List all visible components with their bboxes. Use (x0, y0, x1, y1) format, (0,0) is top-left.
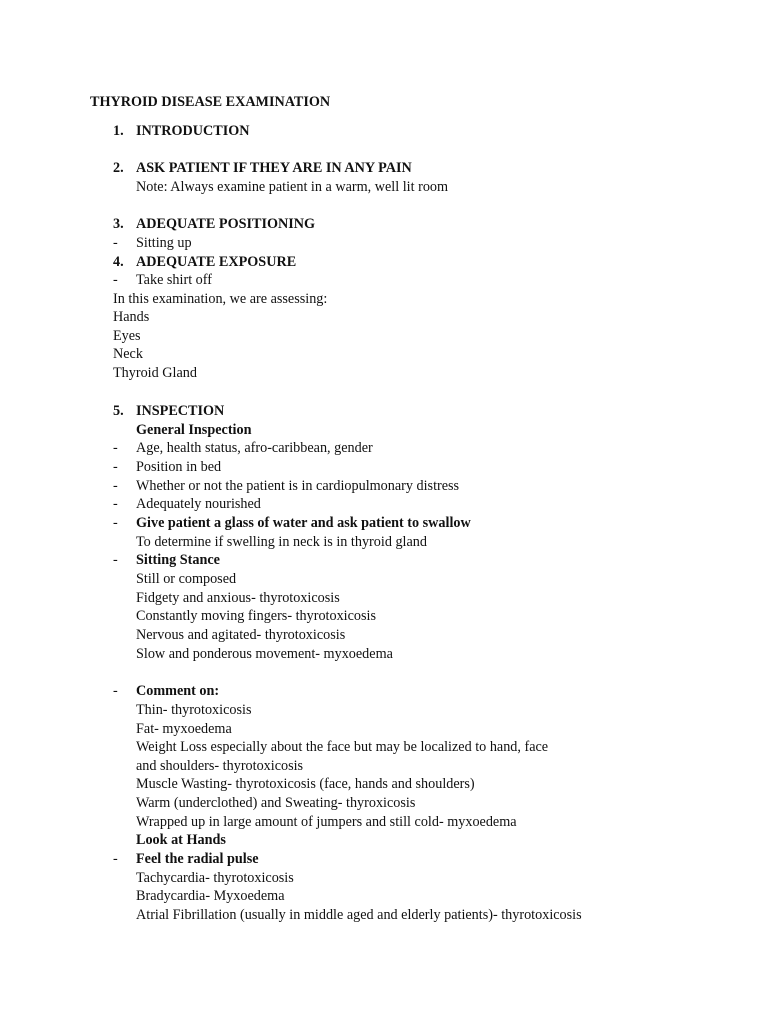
line-text: Age, health status, afro-caribbean, gender (136, 440, 373, 456)
line-text: To determine if swelling in neck is in thyroid gland (136, 534, 427, 550)
line-text: Constantly moving fingers- thyrotoxicosis (136, 608, 376, 624)
line-text: Atrial Fibrillation (usually in middle aged and elderly patients)- thyrotoxicosis (136, 907, 582, 923)
dash-marker: - (113, 235, 118, 251)
dash-marker: - (113, 683, 118, 699)
section-number: 3. (113, 216, 124, 232)
section-title: ADEQUATE POSITIONING (136, 216, 316, 232)
line-text: Weight Loss especially about the face but may be localized to hand, face (136, 739, 549, 755)
line-text: Give patient a glass of water and ask patient to swallow (136, 515, 471, 531)
line-text: Thyroid Gland (113, 365, 197, 381)
line-text: Bradycardia- Myxoedema (136, 888, 285, 904)
line-text: Neck (113, 346, 143, 362)
line-text: Adequately nourished (136, 496, 261, 512)
dash-marker: - (113, 496, 118, 512)
line-text: Muscle Wasting- thyrotoxicosis (face, hands and shoulders) (136, 776, 475, 792)
line-text: Comment on: (136, 683, 220, 699)
line-text: and shoulders- thyrotoxicosis (136, 758, 304, 774)
dash-marker: - (113, 272, 118, 288)
section-number: 4. (113, 254, 124, 270)
section-number: 1. (113, 123, 124, 139)
line-text: Hands (113, 309, 150, 325)
line-text: Sitting up (136, 235, 192, 251)
dash-marker: - (113, 515, 118, 531)
section-title: INSPECTION (136, 403, 225, 419)
title-text: THYROID DISEASE EXAMINATION (90, 94, 331, 110)
line-text: Fidgety and anxious- thyrotoxicosis (136, 590, 340, 606)
dash-marker: - (113, 552, 118, 568)
line-text: Position in bed (136, 459, 222, 475)
line-text: General Inspection (136, 422, 252, 438)
dash-marker: - (113, 851, 118, 867)
dash-marker: - (113, 478, 118, 494)
line-text: Still or composed (136, 571, 237, 587)
line-text: Note: Always examine patient in a warm, well lit room (136, 179, 449, 195)
line-text: Wrapped up in large amount of jumpers and still cold- myxoedema (136, 814, 517, 830)
section-title: ADEQUATE EXPOSURE (136, 254, 297, 270)
line-text: Slow and ponderous movement- myxoedema (136, 646, 393, 662)
line-text: Nervous and agitated- thyrotoxicosis (136, 627, 346, 643)
section-number: 2. (113, 160, 124, 176)
line-text: Thin- thyrotoxicosis (136, 702, 252, 718)
dash-marker: - (113, 459, 118, 475)
dash-marker: - (113, 440, 118, 456)
line-text: Fat- myxoedema (136, 721, 232, 737)
line-text: Take shirt off (136, 272, 212, 288)
line-text: Whether or not the patient is in cardiopulmonary distress (136, 478, 460, 494)
line-text: Tachycardia- thyrotoxicosis (136, 870, 294, 886)
section-title: INTRODUCTION (136, 123, 250, 139)
line-text: In this examination, we are assessing: (113, 291, 328, 307)
line-text: Feel the radial pulse (136, 851, 259, 867)
line-text: Look at Hands (136, 832, 226, 848)
line-text: Sitting Stance (136, 552, 220, 568)
line-text: Warm (underclothed) and Sweating- thyroxicosis (136, 795, 416, 811)
section-title: ASK PATIENT IF THEY ARE IN ANY PAIN (136, 160, 412, 176)
section-number: 5. (113, 403, 124, 419)
line-text: Eyes (113, 328, 141, 344)
